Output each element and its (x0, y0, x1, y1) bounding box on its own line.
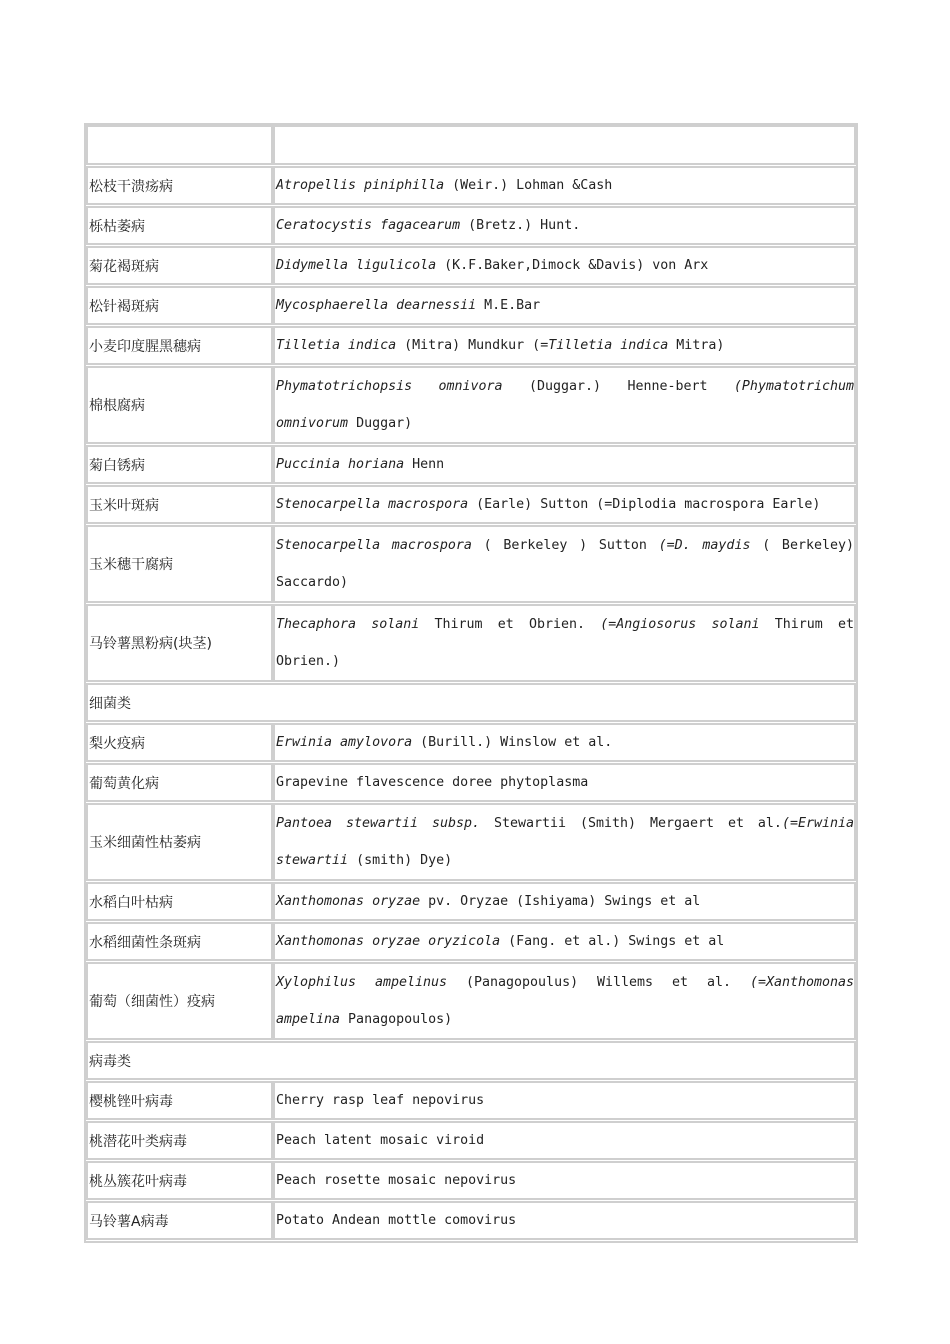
italic-taxon-text: (=Xanthomonas ampelina (276, 975, 855, 1027)
authority-text: (Fang. et al.) Swings et al (500, 934, 725, 949)
scientific-name-cell (273, 525, 856, 603)
table-row (86, 763, 856, 803)
disease-name-cell: 葡萄（细菌性）疫病 (86, 962, 273, 1040)
table-row (86, 485, 856, 525)
scientific-name-cell (273, 286, 856, 325)
scientific-name-cell (273, 246, 856, 285)
authority-text: Mitra) (668, 338, 725, 353)
italic-taxon-text: Xanthomonas oryzae oryzicola (276, 934, 501, 949)
italic-taxon-text: Tilletia indica (548, 338, 669, 353)
scientific-name-cell (273, 723, 856, 762)
table-row (86, 1081, 856, 1121)
italic-taxon-text: Pantoea stewartii subsp. (276, 816, 481, 831)
table-row (86, 803, 856, 882)
italic-taxon-text: (=D. maydis (658, 538, 751, 553)
table-row (86, 922, 856, 962)
authority-text: (Mitra) Mundkur (= (396, 338, 549, 353)
table-row (86, 962, 856, 1041)
italic-taxon-text: Erwinia amylovora (276, 735, 413, 750)
scientific-name-cell (273, 763, 856, 802)
authority-text: Peach rosette mosaic nepovirus (276, 1173, 517, 1188)
authority-text: pv. Oryzae (Ishiyama) Swings et al (420, 894, 701, 909)
table-row (86, 1121, 856, 1161)
disease-name-cell: 玉米穗干腐病 (86, 525, 273, 603)
disease-name-cell: 樱桃锉叶病毒 (86, 1081, 273, 1120)
disease-name-cell (86, 125, 273, 165)
table-row (86, 525, 856, 604)
authority-text: Peach latent mosaic viroid (276, 1133, 485, 1148)
disease-name-cell: 菊花褐斑病 (86, 246, 273, 285)
scientific-name-cell (273, 1081, 856, 1120)
disease-name-cell: 玉米叶斑病 (86, 485, 273, 524)
authority-text: (Panagopoulus) Willems et al. (447, 975, 750, 990)
scientific-name-cell (273, 125, 856, 165)
authority-text: (Duggar.) Henne-bert (502, 379, 734, 394)
authority-text: Cherry rasp leaf nepovirus (276, 1093, 485, 1108)
italic-taxon-text: Stenocarpella macrospora (276, 497, 469, 512)
authority-text: ( Berkeley ) Sutton (471, 538, 659, 553)
scientific-name-cell (273, 604, 856, 682)
disease-name-cell: 水稻白叶枯病 (86, 882, 273, 921)
scientific-name-cell (273, 803, 856, 881)
disease-name-cell: 水稻细菌性条斑病 (86, 922, 273, 961)
disease-name-cell: 桃丛簇花叶病毒 (86, 1161, 273, 1200)
table-row (86, 882, 856, 922)
disease-name-cell: 菊白锈病 (86, 445, 273, 484)
disease-name-cell: 松枝干溃疡病 (86, 166, 273, 205)
italic-taxon-text: Didymella ligulicola (276, 258, 437, 273)
scientific-name-cell (273, 445, 856, 484)
authority-text: Stewartii (Smith) Mergaert et al. (480, 816, 782, 831)
table-row (86, 326, 856, 366)
disease-name-cell: 马铃薯A病毒 (86, 1201, 273, 1240)
table-row (86, 723, 856, 763)
scientific-name-cell (273, 1121, 856, 1160)
authority-text: (Burill.) Winslow et al. (412, 735, 613, 750)
authority-text: Henn (404, 457, 445, 472)
scientific-name-cell (273, 882, 856, 921)
scientific-name-cell (273, 485, 856, 524)
disease-name-cell: 小麦印度腥黑穗病 (86, 326, 273, 365)
section-header-row (86, 683, 856, 723)
scientific-name-cell (273, 1161, 856, 1200)
table-row (86, 366, 856, 445)
table-row (86, 1201, 856, 1241)
authority-text: M.E.Bar (476, 298, 541, 313)
authority-text: Thirum et Obrien. (419, 617, 601, 632)
scientific-name-cell (273, 922, 856, 961)
section-title: 细菌类 (86, 683, 856, 722)
authority-text: Grapevine flavescence doree phytoplasma (276, 775, 589, 790)
authority-text: ( Berkeley) Saccardo) (276, 538, 854, 590)
scientific-name-cell (273, 366, 856, 444)
scientific-name-cell (273, 962, 856, 1040)
scientific-name-cell (273, 206, 856, 245)
scientific-name-cell (273, 166, 856, 205)
italic-taxon-text: (=Angiosorus solani (600, 617, 760, 632)
authority-text: (K.F.Baker,Dimock &Davis) von Arx (436, 258, 709, 273)
authority-text: Panagopoulos) (340, 1012, 453, 1027)
italic-taxon-text: Xylophilus ampelinus (276, 975, 448, 990)
authority-text: (Earle) Sutton (=Diplodia macrospora Earle) (468, 497, 821, 512)
table-row (86, 1161, 856, 1201)
disease-name-cell: 玉米细菌性枯萎病 (86, 803, 273, 881)
italic-taxon-text: Ceratocystis fagacearum (276, 218, 461, 233)
disease-name-cell: 松针褐斑病 (86, 286, 273, 325)
disease-name-cell: 马铃薯黑粉病(块茎) (86, 604, 273, 682)
authority-text: (Bretz.) Hunt. (460, 218, 581, 233)
authority-text: Thirum et Obrien.) (276, 617, 854, 669)
authority-text: (Weir.) Lohman &Cash (444, 178, 613, 193)
table-row (86, 286, 856, 326)
italic-taxon-text: Mycosphaerella dearnessii (276, 298, 477, 313)
disease-name-cell: 梨火疫病 (86, 723, 273, 762)
italic-taxon-text: Tilletia indica (276, 338, 397, 353)
authority-text: Potato Andean mottle comovirus (276, 1213, 517, 1228)
italic-taxon-text: Stenocarpella macrospora (276, 538, 472, 553)
disease-name-cell: 栎枯萎病 (86, 206, 273, 245)
authority-text: (smith) Dye) (348, 853, 453, 868)
italic-taxon-text: Thecaphora solani (276, 617, 420, 632)
italic-taxon-text: Atropellis piniphilla (276, 178, 445, 193)
section-title: 病毒类 (86, 1041, 856, 1080)
disease-name-cell: 棉根腐病 (86, 366, 273, 444)
section-header-row (86, 1041, 856, 1081)
italic-taxon-text: (=Erwinia stewartii (276, 816, 854, 868)
disease-name-cell: 桃潜花叶类病毒 (86, 1121, 273, 1160)
table-row (86, 206, 856, 246)
table-row (86, 246, 856, 286)
disease-name-cell: 葡萄黄化病 (86, 763, 273, 802)
scientific-name-cell (273, 1201, 856, 1240)
authority-text: Duggar) (348, 416, 413, 431)
italic-taxon-text: Puccinia horiana (276, 457, 405, 472)
scientific-name-cell (273, 326, 856, 365)
table-row (86, 166, 856, 206)
italic-taxon-text: Xanthomonas oryzae (276, 894, 421, 909)
quarantine-pest-table (84, 123, 858, 1243)
table-row (86, 445, 856, 485)
italic-taxon-text: Phymatotrichopsis omnivora (276, 379, 503, 394)
table-row (86, 125, 856, 166)
table-row (86, 604, 856, 683)
italic-taxon-text: (Phymatotrichum omnivorum (276, 379, 855, 431)
